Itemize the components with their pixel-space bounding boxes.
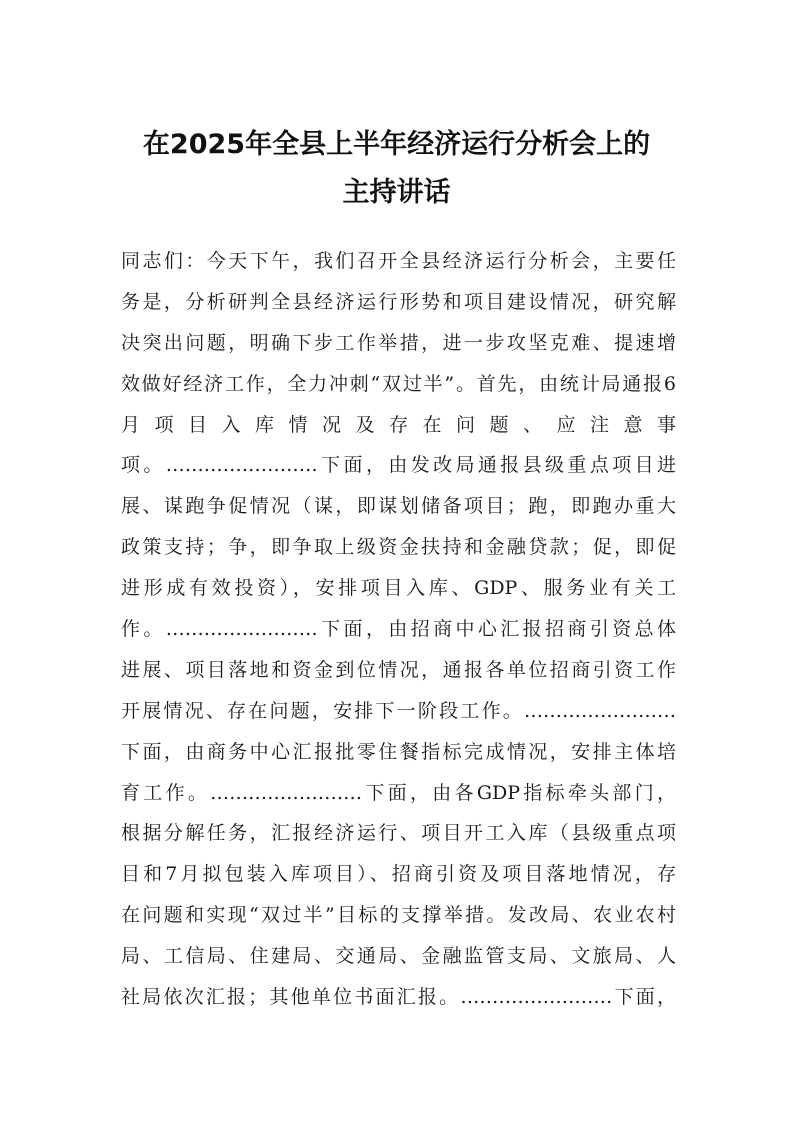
body-line: 目和7月拟包装入库项目）、招商引资及项目落地情况，存 bbox=[121, 863, 676, 886]
body-line: 进展、项目落地和资金到位情况，通报各单位招商引资工作 bbox=[121, 658, 676, 681]
document-title-line-2: 主持讲话 bbox=[342, 177, 451, 208]
body-line: 决突出问题，明确下步工作举措，进一步攻坚克难、提速增 bbox=[121, 331, 676, 354]
body-line: 下面，由商务中心汇报批零住餐指标完成情况，安排主体培 bbox=[121, 740, 676, 763]
body-line: 务是，分析研判全县经济运行形势和项目建设情况，研究解 bbox=[121, 290, 676, 313]
body-line: 项。……………………下面，由发改局通报县级重点项目进 bbox=[121, 454, 676, 477]
body-line: 在问题和实现“双过半”目标的支撑举措。发改局、农业农村 bbox=[121, 904, 676, 927]
body-line: 效做好经济工作，全力冲刺“双过半”。首先，由统计局通报6 bbox=[121, 372, 676, 395]
body-line: 政策支持；争，即争取上级资金扶持和金融贷款；促，即促 bbox=[121, 536, 676, 559]
body-line: 根据分解任务，汇报经济运行、项目开工入库（县级重点项 bbox=[121, 822, 676, 845]
body-line: 社局依次汇报；其他单位书面汇报。……………………下面， bbox=[121, 986, 676, 1009]
body-line: 开展情况、存在问题，安排下一阶段工作。…………………… bbox=[121, 699, 676, 722]
body-line: 月 项 目 入 库 情 况 及 存 在 问 题 、 应 注 意 事 bbox=[121, 413, 676, 436]
body-line: 育工作。……………………下面，由各GDP指标牵头部门， bbox=[121, 781, 676, 804]
body-line: 局、工信局、住建局、交通局、金融监管支局、文旅局、人 bbox=[121, 945, 676, 968]
body-line: 进形成有效投资），安排项目入库、GDP、服务业有关工 bbox=[121, 577, 676, 600]
body-line: 作。……………………下面，由招商中心汇报招商引资总体 bbox=[121, 618, 676, 641]
body-line: 展、谋跑争促情况（谋，即谋划储备项目；跑，即跑办重大 bbox=[121, 495, 676, 518]
document-title-line-1: 在2025年全县上半年经济运行分析会上的 bbox=[142, 129, 651, 160]
body-line: 同志们：今天下午，我们召开全县经济运行分析会，主要任 bbox=[121, 250, 676, 272]
document-body bbox=[121, 241, 676, 1018]
